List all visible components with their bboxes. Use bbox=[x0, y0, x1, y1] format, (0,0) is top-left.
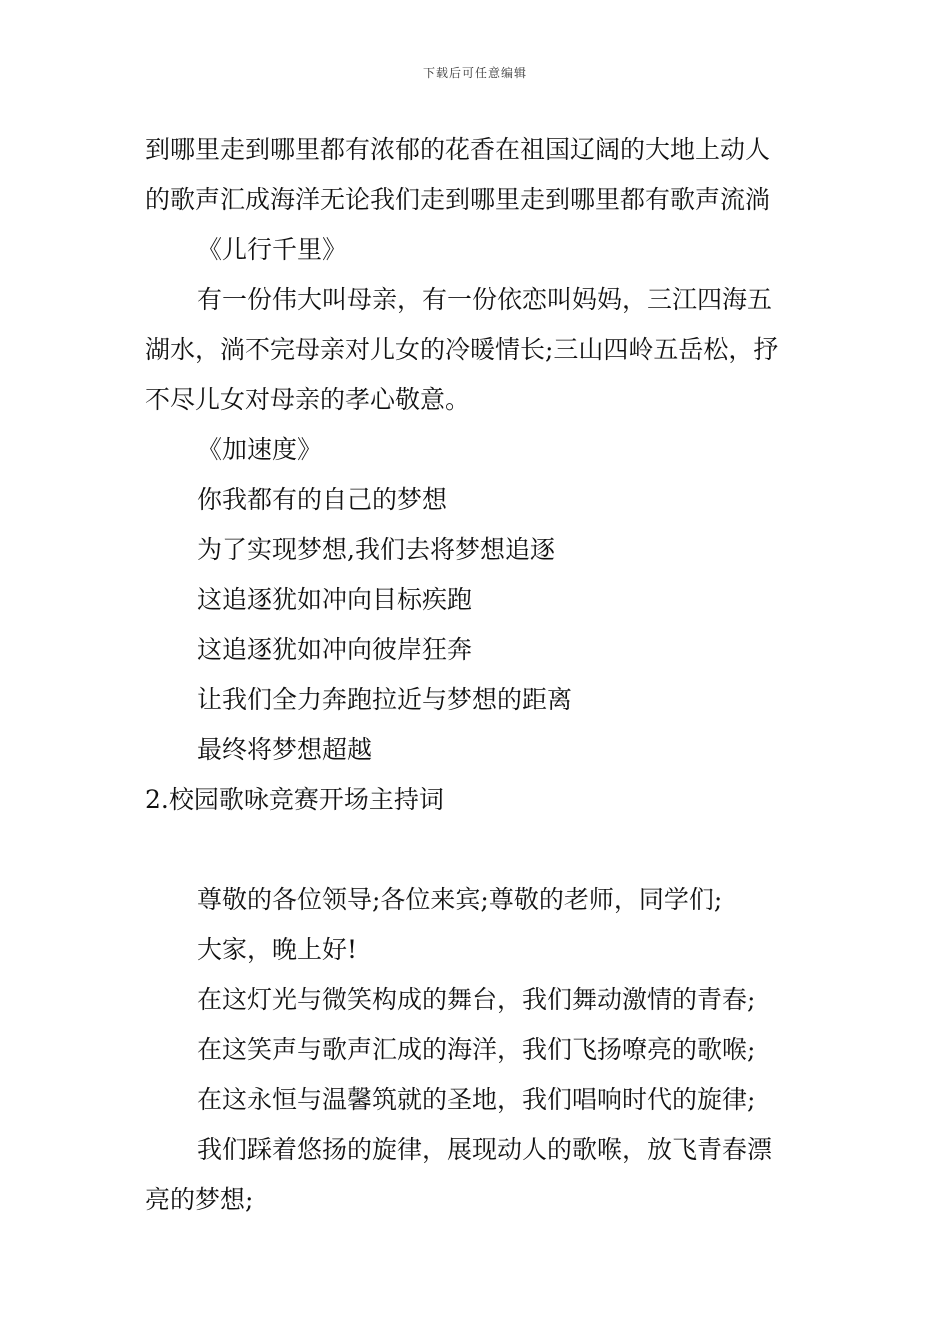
page-header-note: 下载后可任意编辑 bbox=[422, 66, 527, 80]
text-line: 不尽儿女对母亲的孝心敬意。 bbox=[145, 385, 471, 414]
blank-line bbox=[145, 825, 810, 875]
text-line: 尊敬的各位领导;各位来宾;尊敬的老师，同学们; bbox=[197, 885, 723, 914]
text-line: 你我都有的自己的梦想 bbox=[197, 485, 448, 514]
text-line: 有一份伟大叫母亲，有一份依恋叫妈妈，三江四海五 bbox=[197, 285, 773, 314]
text-line: 让我们全力奔跑拉近与梦想的距离 bbox=[197, 685, 573, 714]
text-line: 大家，晚上好! bbox=[197, 935, 358, 964]
text-line: 的歌声汇成海洋无论我们走到哪里走到哪里都有歌声流淌 bbox=[145, 185, 771, 214]
text-line: 亮的梦想; bbox=[145, 1185, 254, 1214]
text-line: 湖水，淌不完母亲对儿女的冷暖情长;三山四岭五岳松，抒 bbox=[145, 335, 779, 364]
text-line: 最终将梦想超越 bbox=[197, 735, 373, 764]
section-heading: 2.校园歌咏竞赛开场主持词 bbox=[145, 785, 444, 814]
song-title-jia-su-du: 《加速度》 bbox=[197, 435, 323, 464]
text-line: 到哪里走到哪里都有浓郁的花香在祖国辽阔的大地上动人 bbox=[145, 135, 771, 164]
text-line: 这追逐犹如冲向彼岸狂奔 bbox=[197, 635, 473, 664]
document-body bbox=[145, 125, 810, 1225]
text-line: 我们踩着悠扬的旋律，展现动人的歌喉，放飞青春漂 bbox=[197, 1135, 773, 1164]
text-line: 在这灯光与微笑构成的舞台，我们舞动激情的青春; bbox=[197, 985, 756, 1014]
song-title-er-xing-qian-li: 《儿行千里》 bbox=[197, 235, 348, 264]
text-line: 在这笑声与歌声汇成的海洋，我们飞扬嘹亮的歌喉; bbox=[197, 1035, 756, 1064]
text-line: 为了实现梦想,我们去将梦想追逐 bbox=[197, 535, 555, 564]
text-line: 这追逐犹如冲向目标疾跑 bbox=[197, 585, 473, 614]
text-line: 在这永恒与温馨筑就的圣地，我们唱响时代的旋律; bbox=[197, 1085, 756, 1114]
